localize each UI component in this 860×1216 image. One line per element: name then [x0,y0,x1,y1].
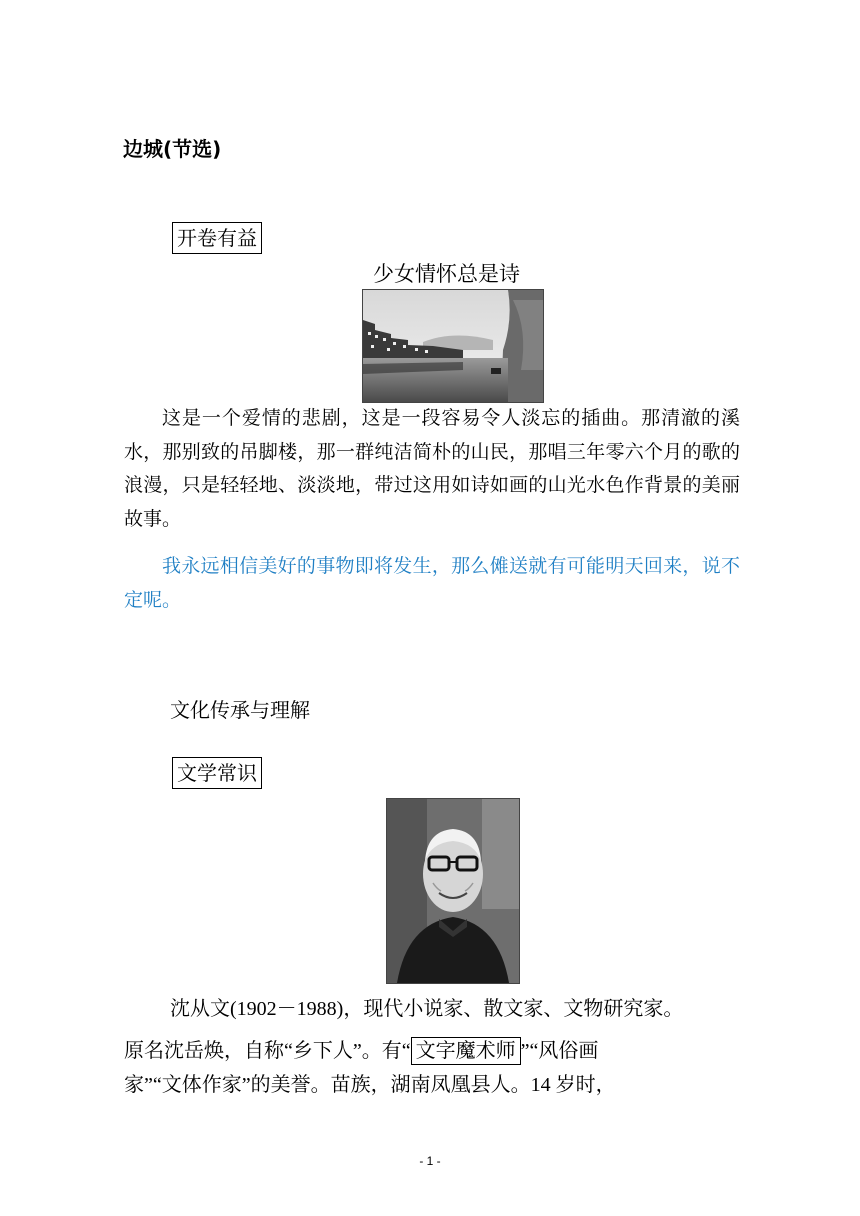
intro-paragraph: 这是一个爱情的悲剧，这是一段容易令人淡忘的插曲。那清澈的溪水，那别致的吊脚楼，那一群纯洁简朴的山民，那唱三年零六个月的歌的浪漫，只是轻轻地、淡淡地，带过这用如诗如画的山光水色作背景的美丽故事。 [124,407,740,530]
river-town-photo [362,289,544,403]
quote-paragraph: 我永远相信美好的事物即将发生，那么傩送就有可能明天回来，说不定呢。 [124,555,740,611]
box-label-wenxue: 文学常识 [172,757,262,789]
box-label-kaijuan: 开卷有益 [172,222,262,254]
bio-line-2-end: ”“风俗画 [520,1040,599,1062]
bio-line-1: 沈从文(1902－1988)，现代小说家、散文家、文物研究家。 [170,998,684,1020]
bio-line-2-start: 原名沈岳焕，自称“乡下人”。有“ [124,1040,411,1062]
page-number: - 1 - [419,1154,441,1168]
document-title: 边城(节选) [123,137,222,161]
section-heading: 文化传承与理解 [170,698,310,722]
boxed-term-wenzi-moshushi: 文字魔术师 [411,1037,521,1065]
bio-line-3: 家”“文体作家”的美誉。苗族，湖南凤凰县人。14 岁时， [124,1074,616,1096]
section-subtitle: 少女情怀总是诗 [373,262,520,286]
author-portrait-photo [386,798,520,984]
bio-line-2 [124,1034,598,1065]
